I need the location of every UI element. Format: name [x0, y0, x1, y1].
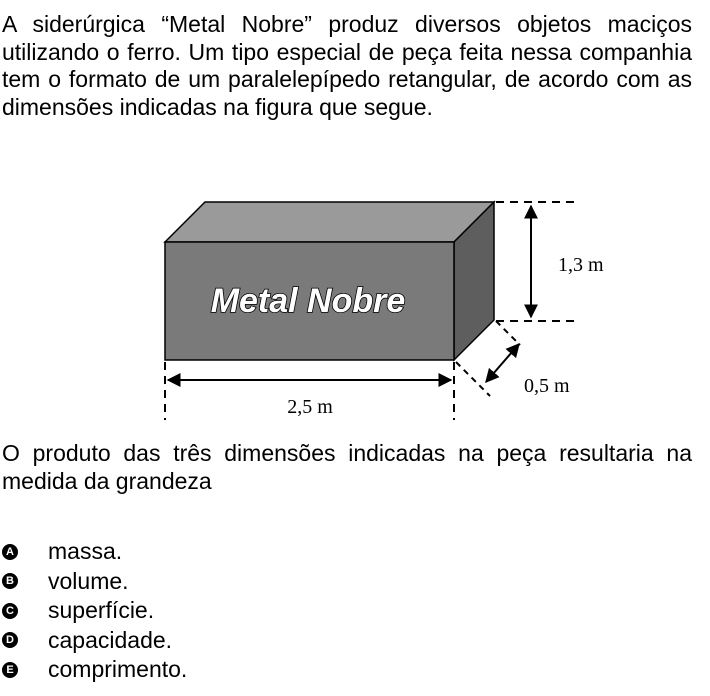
option-d-text: capacidade.	[48, 626, 173, 653]
depth-guide-front	[456, 362, 490, 396]
option-e-badge: E	[2, 662, 18, 678]
brand-label: Metal Nobre	[210, 282, 406, 320]
option-b-text: volume.	[48, 567, 129, 594]
option-c-badge: C	[2, 603, 18, 619]
answer-options	[0, 537, 700, 685]
option-d-badge: D	[2, 632, 18, 648]
option-a-text: massa.	[48, 538, 123, 565]
depth-label: 0,5 m	[524, 375, 570, 397]
option-e-text: comprimento.	[48, 656, 188, 683]
option-c-text: superfície.	[48, 597, 155, 624]
option-e[interactable]	[0, 655, 700, 685]
height-label: 1,3 m	[558, 254, 604, 276]
box-figure	[150, 192, 610, 424]
option-a[interactable]	[0, 537, 700, 567]
length-label: 2,5 m	[287, 396, 333, 418]
option-b-badge: B	[2, 573, 18, 589]
option-a-badge: A	[2, 544, 18, 560]
box-top-face	[165, 202, 494, 242]
question-paragraph: O produto das três dimensões indicadas na peça resultaria na medida da grandeza	[2, 440, 692, 494]
depth-arrow	[486, 344, 519, 382]
option-d[interactable]	[0, 626, 700, 656]
option-c[interactable]	[0, 596, 700, 626]
depth-guide-back	[496, 321, 520, 345]
intro-paragraph: A siderúrgica “Metal Nobre” produz diversos objetos maciços utilizando o ferro. Um tipo especial de peça feita nessa companhia tem o formato de um paralelepípedo retangular, de acordo com as dimensões indicadas na figura que segue.	[2, 11, 692, 120]
option-b[interactable]	[0, 567, 700, 597]
